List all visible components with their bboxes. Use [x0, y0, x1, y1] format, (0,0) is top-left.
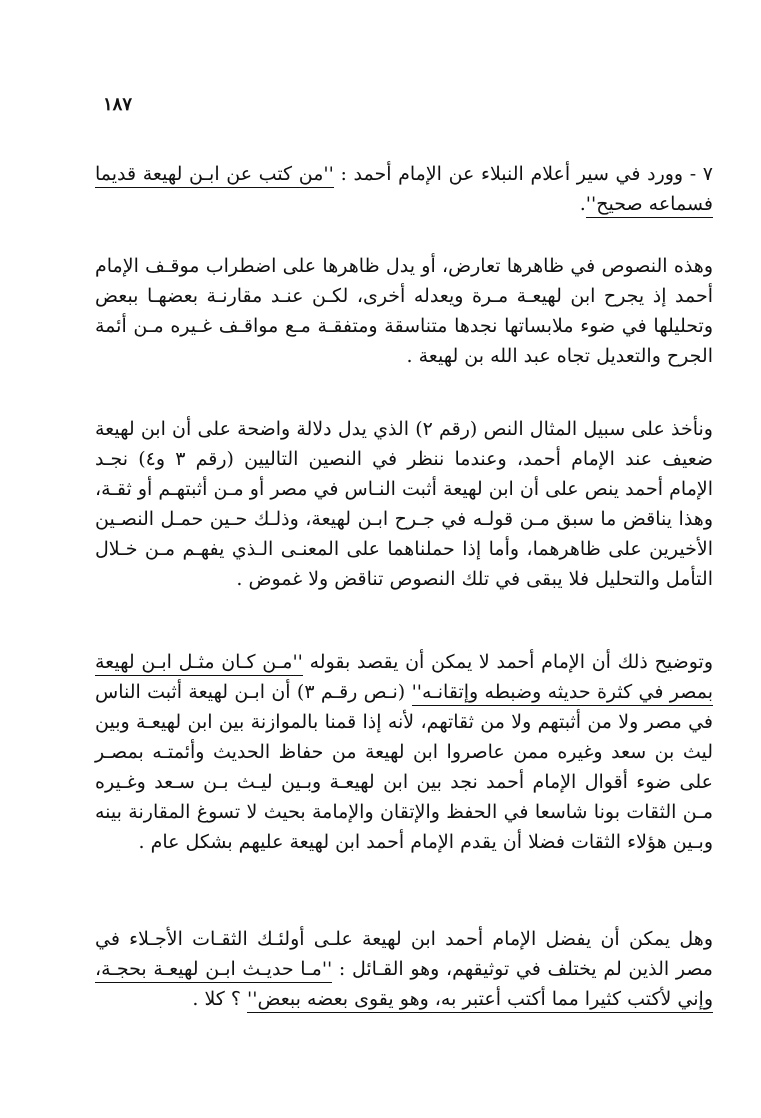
paragraph-question — [95, 924, 713, 1014]
paragraph-example: ونأخذ على سبيل المثال النص (رقم ٢) الذي يدل دلالة واضحة على أن ابن لهيعة ضعيف عند الإمام أحمد، وعندما ننظر في النصين التاليين (رقم ٣ و٤) نجـد الإمام أحمد ينص على أن ابن لهيعة أثبت النـاس في مصر أو مـن أثبتهـم أو ثقـة، وهذا يناقض ما سبق مـن قولـه في جـرح ابـن لهيعة، وذلـك حـين حمـل النصـين الأخيرين على ظاهرهما، وأما إذا حملناهما على المعنـى الـذي يفهـم مـن خـلال التأمل والتحليل فلا يبقى في تلك النصوص تناقض ولا غموض . — [95, 418, 714, 590]
paragraph-clarification — [95, 647, 713, 857]
question-lead: وهل يمكن أن يفضل الإمام أحمد ابن لهيعة علـى أولئـك الثقـات الأجـلاء في مصر الذين لم يختلف في توثيقهم، وهو القـائل : — [95, 928, 713, 980]
paragraph-7-citation — [95, 159, 713, 219]
citation-tail: . — [579, 193, 586, 215]
paragraph-contradiction: وهذه النصوص في ظاهرها تعارض، أو يدل ظاهرها على اضطراب موقـف الإمام أحمد إذ يجرح ابن لهيعـة مـرة ويعدله أخرى، لكـن عنـد مقارنـة بعضهـا ببعض وتحليلها في ضوء ملابساتها نجدها متناسقة ومتفقـة مـع مواقـف غـيره مـن أئمة الجرح والتعديل تجاه عبد الله بن لهيعة . — [95, 255, 713, 367]
underlined-quote: ''من كتب عن ابـن لهيعة قديما فسماعه صحيح'' — [95, 163, 713, 218]
underlined-quote: ''مـن كـان مثـل ابـن لهيعة بمصر في كثرة حديثه وضبطه وإتقانـه'' — [95, 651, 713, 706]
clarification-lead: وتوضيح ذلك أن الإمام أحمد لا يمكن أن يقصد بقوله — [302, 651, 714, 673]
clarification-rest: (نـص رقـم ٣) أن ابـن لهيعة أثبت الناس في مصر ولا من أثبتهم ولا من ثقاتهم، لأنه إذا قمنا بالموازنة بين ابن لهيعـة وبين ليث بن سعد وغيره ممن عاصروا ابن لهيعة من حفاظ الحديث وأئمتـه بمصـر على ضوء أقوال الإمام أحمد نجد بين ابن لهيعـة وبـين ليـث بـن سـعد وغـيره مـن الثقات بونا شاسعا في الحفظ والإتقان والإمامة بحيث لا تسوغ المقارنة بينه وبـين هؤلاء الثقات فضلا أن يقدم الإمام أحمد ابن لهيعة عليهم بشكل عام . — [95, 681, 713, 853]
question-tail: ؟ كلا . — [192, 988, 248, 1010]
citation-lead: ٧ - وورد في سير أعلام النبلاء عن الإمام أحمد : — [333, 163, 713, 185]
underlined-quote: ''مـا حديـث ابـن لهيعـة بحجـة، وإني لأكتب كثيرا مما أكتب أعتبر به، وهو يقوى بعضه ببعض'' — [95, 958, 713, 1013]
page-number: ١٨٧ — [103, 94, 133, 115]
